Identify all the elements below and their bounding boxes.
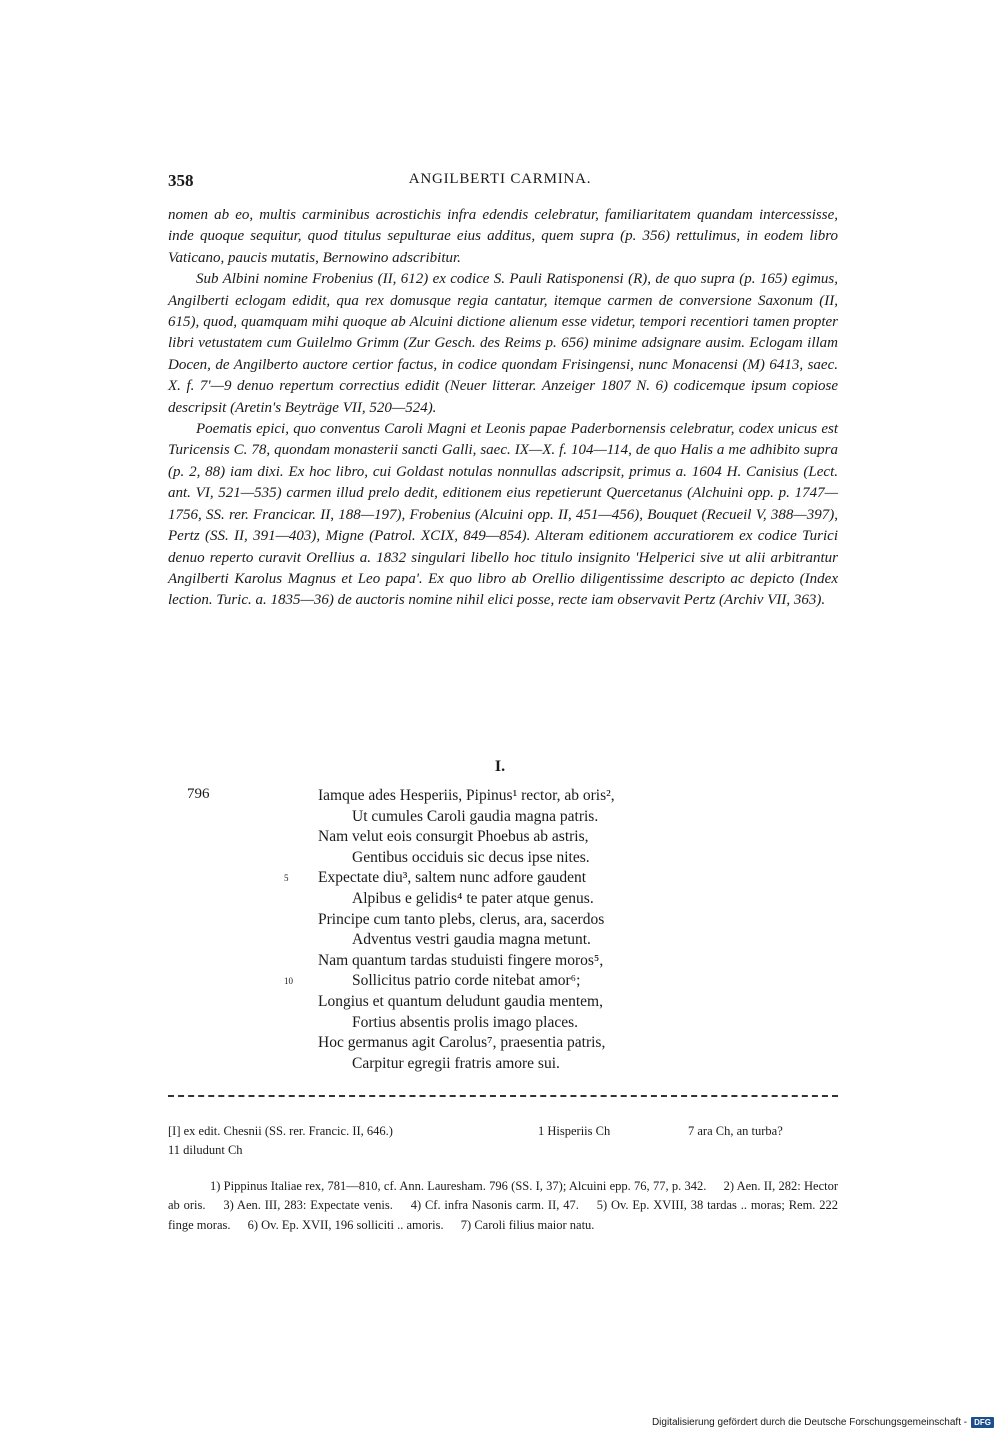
verse-line	[318, 930, 738, 951]
verse-line	[318, 889, 738, 910]
verse-line	[284, 868, 738, 889]
verse-line	[318, 1013, 738, 1034]
footnotes	[168, 1177, 838, 1235]
verse-text: Sollicitus patrio corde nitebat amor⁶;	[352, 972, 581, 990]
poem-verses	[284, 786, 738, 1074]
line-number: 5	[284, 873, 289, 884]
verse-text: Nam quantum tardas studuisti fingere moros⁵,	[318, 951, 604, 969]
page-number: 358	[168, 171, 194, 190]
apparatus-variant: 11 diludunt Ch	[168, 1143, 243, 1157]
footnote: 4) Cf. infra Nasonis carm. II, 47.	[410, 1198, 579, 1213]
verse-text: Adventus vestri gaudia magna metunt.	[352, 931, 591, 949]
footnote: 5) Ov. Ep. XVIII, 38 tardas .. moras; Rem. 222 finge moras.	[168, 1198, 839, 1232]
intro-paragraph: Poematis epici, quo conventus Caroli Magni et Leonis papae Paderbornensis celebratur, codex unicus est Turicensis C. 78, quondam monasterii sancti Galli, saec. IX—X. f. 104—114, de quo Halis a me adhibito supra (p. 2, 88) iam dixi. Ex hoc libro, cui Goldast notulas nonnullas adscripsit, primus a. 1604 H. Canisius (Lect. ant. VI, 521—535) carmen illud prelo dedit, editionem eius repetierunt Quercetanus (Alchuini opp. p. 1747—1756, SS. rer. Francicar. II, 188—197), Frobenius (Alcuini opp. II, 451—456), Bouquet (Recueil V, 388—397), Pertz (SS. II, 391—403), Migne (Patrol. XCIX, 849—854). Alteram editionem accuratiorem ex codice Turici denuo reperto curavit Orellius a. 1832 singulari libello hoc titulo insignito 'Helperici sive ut alii arbitrantur Angilberti Karolus Magnus et Leo papa'. Ex quo libro ab Orellio diligentissime descripto ac depicto (Index lection. Turic. a. 1835—36) de auctoris nomine nihil elici posse, recte iam observavit Pertz (Archiv VII, 363).	[168, 421, 838, 609]
verse-line	[318, 951, 738, 972]
footnote: 2) Aen. II, 282: Hector ab oris.	[168, 1179, 839, 1213]
footnote-divider	[168, 1095, 838, 1097]
verse-text: Nam velut eois consurgit Phoebus ab astris,	[318, 828, 589, 846]
footnote: 6) Ov. Ep. XVII, 196 solliciti .. amoris.	[247, 1217, 444, 1232]
intro-paragraph: nomen ab eo, multis carminibus acrostichis infra edendis celebratur, familiaritatem quandam intercessisse, inde quoque sequitur, quod titulus sepulturae eius additus, quem supra (p. 356) rettulimus, in eodem libro Vaticano, paucis mutatis, Bernowino adscribitur.	[168, 207, 838, 266]
verse-line	[318, 786, 738, 807]
footnote: 7) Caroli filius maior natu.	[460, 1217, 595, 1232]
verse-text: Principe cum tanto plebs, clerus, ara, sacerdos	[318, 910, 605, 928]
footnote: 1) Pippinus Italiae rex, 781—810, cf. Ann. Lauresham. 796 (SS. I, 37); Alcuini epp. 76, 77, p. 342.	[210, 1179, 707, 1193]
poem-number: I.	[494, 758, 506, 775]
apparatus-source: [I] ex edit. Chesnii (SS. rer. Francic. II, 646.)	[168, 1124, 393, 1138]
running-head	[0, 171, 1000, 195]
verse-text: Iamque ades Hesperiis, Pipinus¹ rector, ab oris²,	[318, 787, 615, 804]
verse-text: Gentibus occiduis sic decus ipse nites.	[352, 848, 590, 866]
verse-text: Fortius absentis prolis imago places.	[352, 1013, 579, 1031]
running-title: ANGILBERTI CARMINA.	[408, 171, 592, 187]
line-number: 10	[284, 976, 293, 987]
verse-text: Carpitur egregii fratris amore sui.	[352, 1054, 560, 1072]
verse-line	[318, 910, 738, 931]
credit-text: Digitalisierung gefördert durch die Deutsche Forschungsgemeinschaft -	[651, 1417, 968, 1428]
verse-line	[318, 827, 738, 848]
verse-line	[318, 848, 738, 869]
apparatus-variant: 7 ara Ch, an turba?	[688, 1124, 783, 1138]
verse-line	[318, 807, 738, 828]
verse-text: Hoc germanus agit Carolus⁷, praesentia patris,	[318, 1034, 606, 1052]
dfg-logo: DFG	[971, 1417, 994, 1428]
verse-line	[318, 992, 738, 1013]
footnote: 3) Aen. III, 283: Expectate venis.	[223, 1198, 393, 1213]
poem-year: 796	[187, 786, 210, 802]
verse-line	[284, 971, 738, 992]
apparatus-variant: 1 Hisperiis Ch	[538, 1124, 611, 1138]
verse-text: Expectate diu³, saltem nunc adfore gaudent	[318, 869, 587, 887]
verse-text: Longius et quantum deludunt gaudia mentem,	[318, 992, 603, 1010]
digitization-credit	[652, 1417, 994, 1428]
critical-apparatus	[168, 1122, 838, 1160]
introduction-text	[168, 205, 838, 612]
verse-text: Alpibus e gelidis⁴ te pater atque genus.	[352, 889, 594, 907]
verse-line	[318, 1054, 738, 1075]
intro-paragraph: Sub Albini nomine Frobenius (II, 612) ex codice S. Pauli Ratisponensi (R), de quo supra (p. 165) egimus, Angilberti eclogam edidit, qua rex domusque regia cantatur, itemque carmen de conversione Saxonum (II, 615), quod, quamquam mihi quoque ab Alcuini dictione alienum esse videtur, tempori recentiori tamen propter libri vetustatem cum Guilelmo Grimm (Zur Gesch. des Reims p. 656) minime adsignare ausim. Eclogam illam Docen, de Angilberto auctore certior factus, in codice quondam Frisingensi, nunc Monacensi (M) 6413, saec. X. f. 7'—9 denuo repertum correctius edidit (Neuer litterar. Anzeiger 1807 N. 6) codicemque ipsum copiose descripsit (Aretin's Beyträge VII, 520—524).	[168, 271, 838, 416]
verse-line	[318, 1033, 738, 1054]
verse-text: Ut cumules Caroli gaudia magna patris.	[352, 807, 599, 825]
